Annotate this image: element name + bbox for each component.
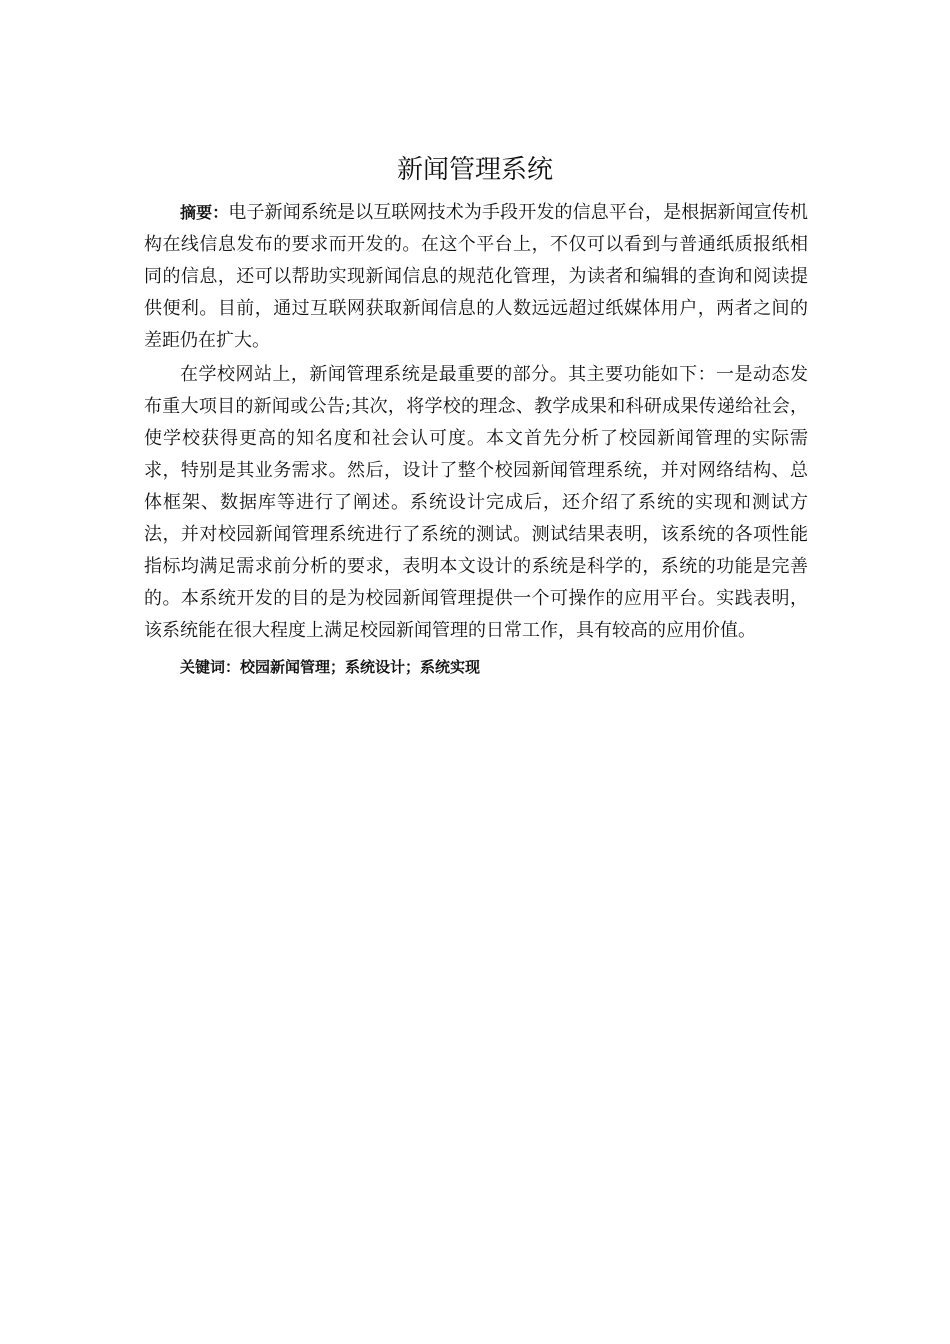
abstract-paragraph-1 [144, 197, 808, 357]
keywords-line [144, 653, 808, 681]
abstract-paragraph-2: 在学校网站上，新闻管理系统是最重要的部分。其主要功能如下：一是动态发布重大项目的新闻或公告;其次，将学校的理念、教学成果和科研成果传递给社会，使学校获得更高的知名度和社会认可度。本文首先分析了校园新闻管理的实际需求，特别是其业务需求。然后，设计了整个校园新闻管理系统，并对网络结构、总体框架、数据库等进行了阐述。系统设计完成后，还介绍了系统的实现和测试方法，并对校园新闻管理系统进行了系统的测试。测试结果表明，该系统的各项性能指标均满足需求前分析的要求，表明本文设计的系统是科学的，系统的功能是完善的。本系统开发的目的是为校园新闻管理提供一个可操作的应用平台。实践表明，该系统能在很大程度上满足校园新闻管理的日常工作，具有较高的应用价值。 [144, 364, 808, 641]
abstract-section [144, 197, 808, 681]
abstract-label: 摘要： [180, 203, 229, 222]
keywords-label: 关键词： [180, 658, 241, 676]
document-title: 新闻管理系统 [396, 155, 553, 185]
keywords-text: 校园新闻管理；系统设计；系统实现 [240, 658, 481, 676]
abstract-paragraph-1-text: 电子新闻系统是以互联网技术为手段开发的信息平台，是根据新闻宣传机构在线信息发布的要求而开发的。在这个平台上，不仅可以看到与普通纸质报纸相同的信息，还可以帮助实现新闻信息的规范化管理，为读者和编辑的查询和阅读提供便利。目前，通过互联网获取新闻信息的人数远远超过纸媒体用户，两者之间的差距仍在扩大。 [144, 202, 808, 351]
